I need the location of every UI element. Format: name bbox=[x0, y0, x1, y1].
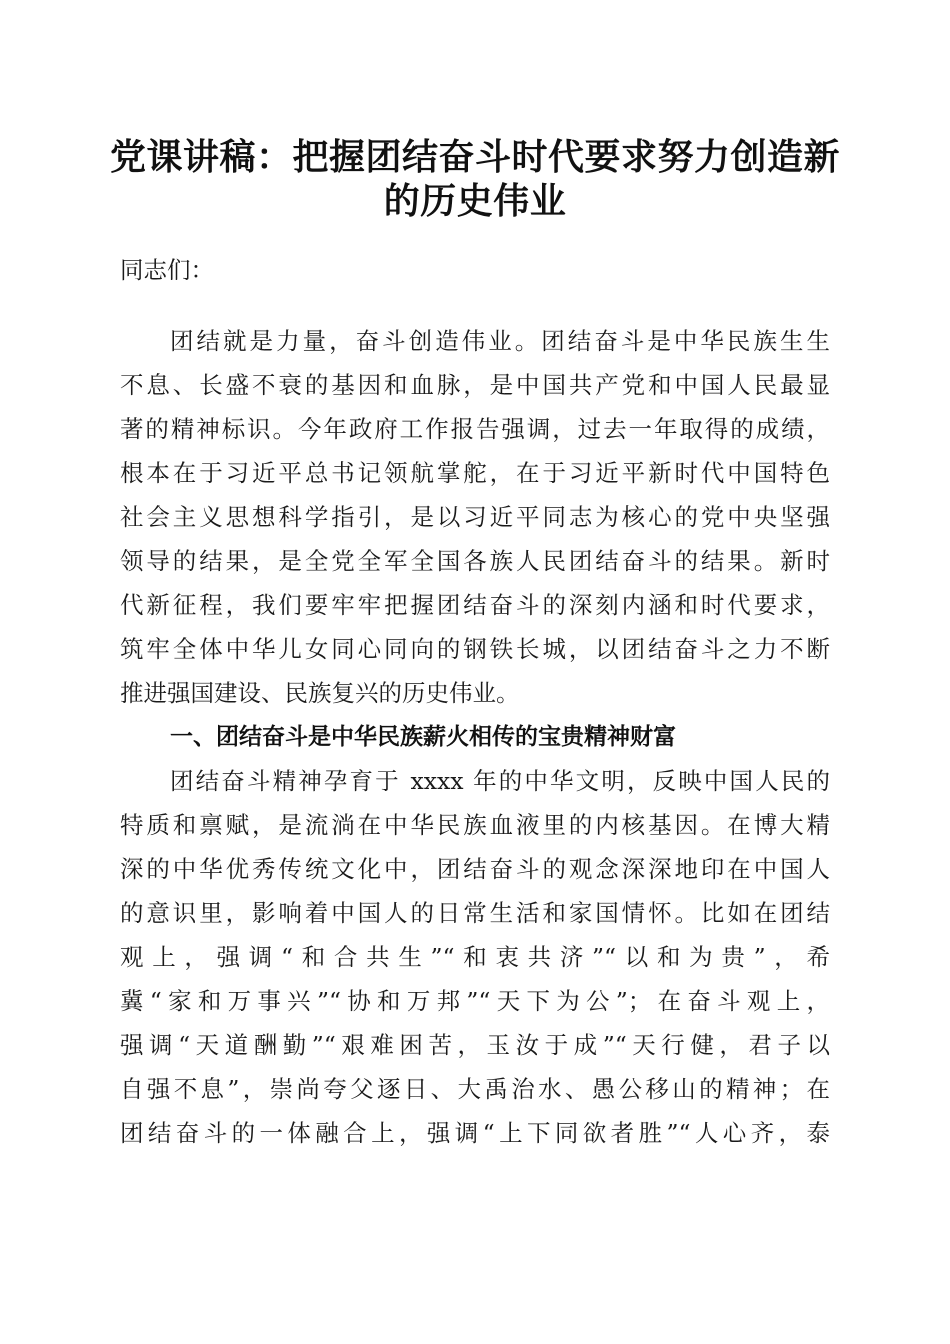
document-title-line-1: 党课讲稿：把握团结奋斗时代要求努力创造新 bbox=[109, 137, 840, 178]
paragraph-1-line: 团结就是力量，奋斗创造伟业。团结奋斗是中华民族生生 bbox=[170, 327, 830, 355]
paragraph-1-line: 推进强国建设、民族复兴的历史伟业。 bbox=[120, 679, 520, 707]
paragraph-2-line: 冀“家和万事兴”“协和万邦”“天下为公”；在奋斗观上， bbox=[120, 987, 830, 1015]
paragraph-2-line: 观上，强调“和合共生”“和衷共济”“以和为贵”，希 bbox=[120, 943, 830, 971]
section-heading-1: 一、团结奋斗是中华民族薪火相传的宝贵精神财富 bbox=[170, 724, 676, 750]
paragraph-2-line: 深的中华优秀传统文化中，团结奋斗的观念深深地印在中国人 bbox=[120, 855, 830, 883]
document-title-line-2: 的历史伟业 bbox=[383, 181, 567, 222]
paragraph-1-line: 筑牢全体中华儿女同心同向的钢铁长城，以团结奋斗之力不断 bbox=[120, 635, 830, 663]
paragraph-2-line: 强调“天道酬勤”“艰难困苦，玉汝于成”“天行健，君子以 bbox=[120, 1031, 830, 1059]
paragraph-2-line: 自强不息”，崇尚夸父逐日、大禹治水、愚公移山的精神；在 bbox=[120, 1075, 830, 1103]
paragraph-2-line: 特质和禀赋，是流淌在中华民族血液里的内核基因。在博大精 bbox=[120, 811, 830, 839]
paragraph-1-line: 不息、长盛不衰的基因和血脉，是中国共产党和中国人民最显 bbox=[120, 371, 830, 399]
paragraph-2-line: 的意识里，影响着中国人的日常生活和家国情怀。比如在团结 bbox=[120, 899, 830, 927]
paragraph-2-line: 团结奋斗精神孕育于 xxxx 年的中华文明，反映中国人民的 bbox=[170, 767, 830, 795]
paragraph-1-line: 根本在于习近平总书记领航掌舵，在于习近平新时代中国特色 bbox=[120, 459, 830, 487]
paragraph-1-line: 代新征程，我们要牢牢把握团结奋斗的深刻内涵和时代要求， bbox=[120, 591, 830, 619]
paragraph-2-line: 团结奋斗的一体融合上，强调“上下同欲者胜”“人心齐，泰 bbox=[120, 1119, 830, 1147]
paragraph-1-line: 领导的结果，是全党全军全国各族人民团结奋斗的结果。新时 bbox=[120, 547, 830, 575]
paragraph-1-line: 社会主义思想科学指引，是以习近平同志为核心的党中央坚强 bbox=[120, 503, 830, 531]
paragraph-1-line: 著的精神标识。今年政府工作报告强调，过去一年取得的成绩， bbox=[120, 415, 830, 443]
salutation: 同志们： bbox=[120, 256, 214, 284]
